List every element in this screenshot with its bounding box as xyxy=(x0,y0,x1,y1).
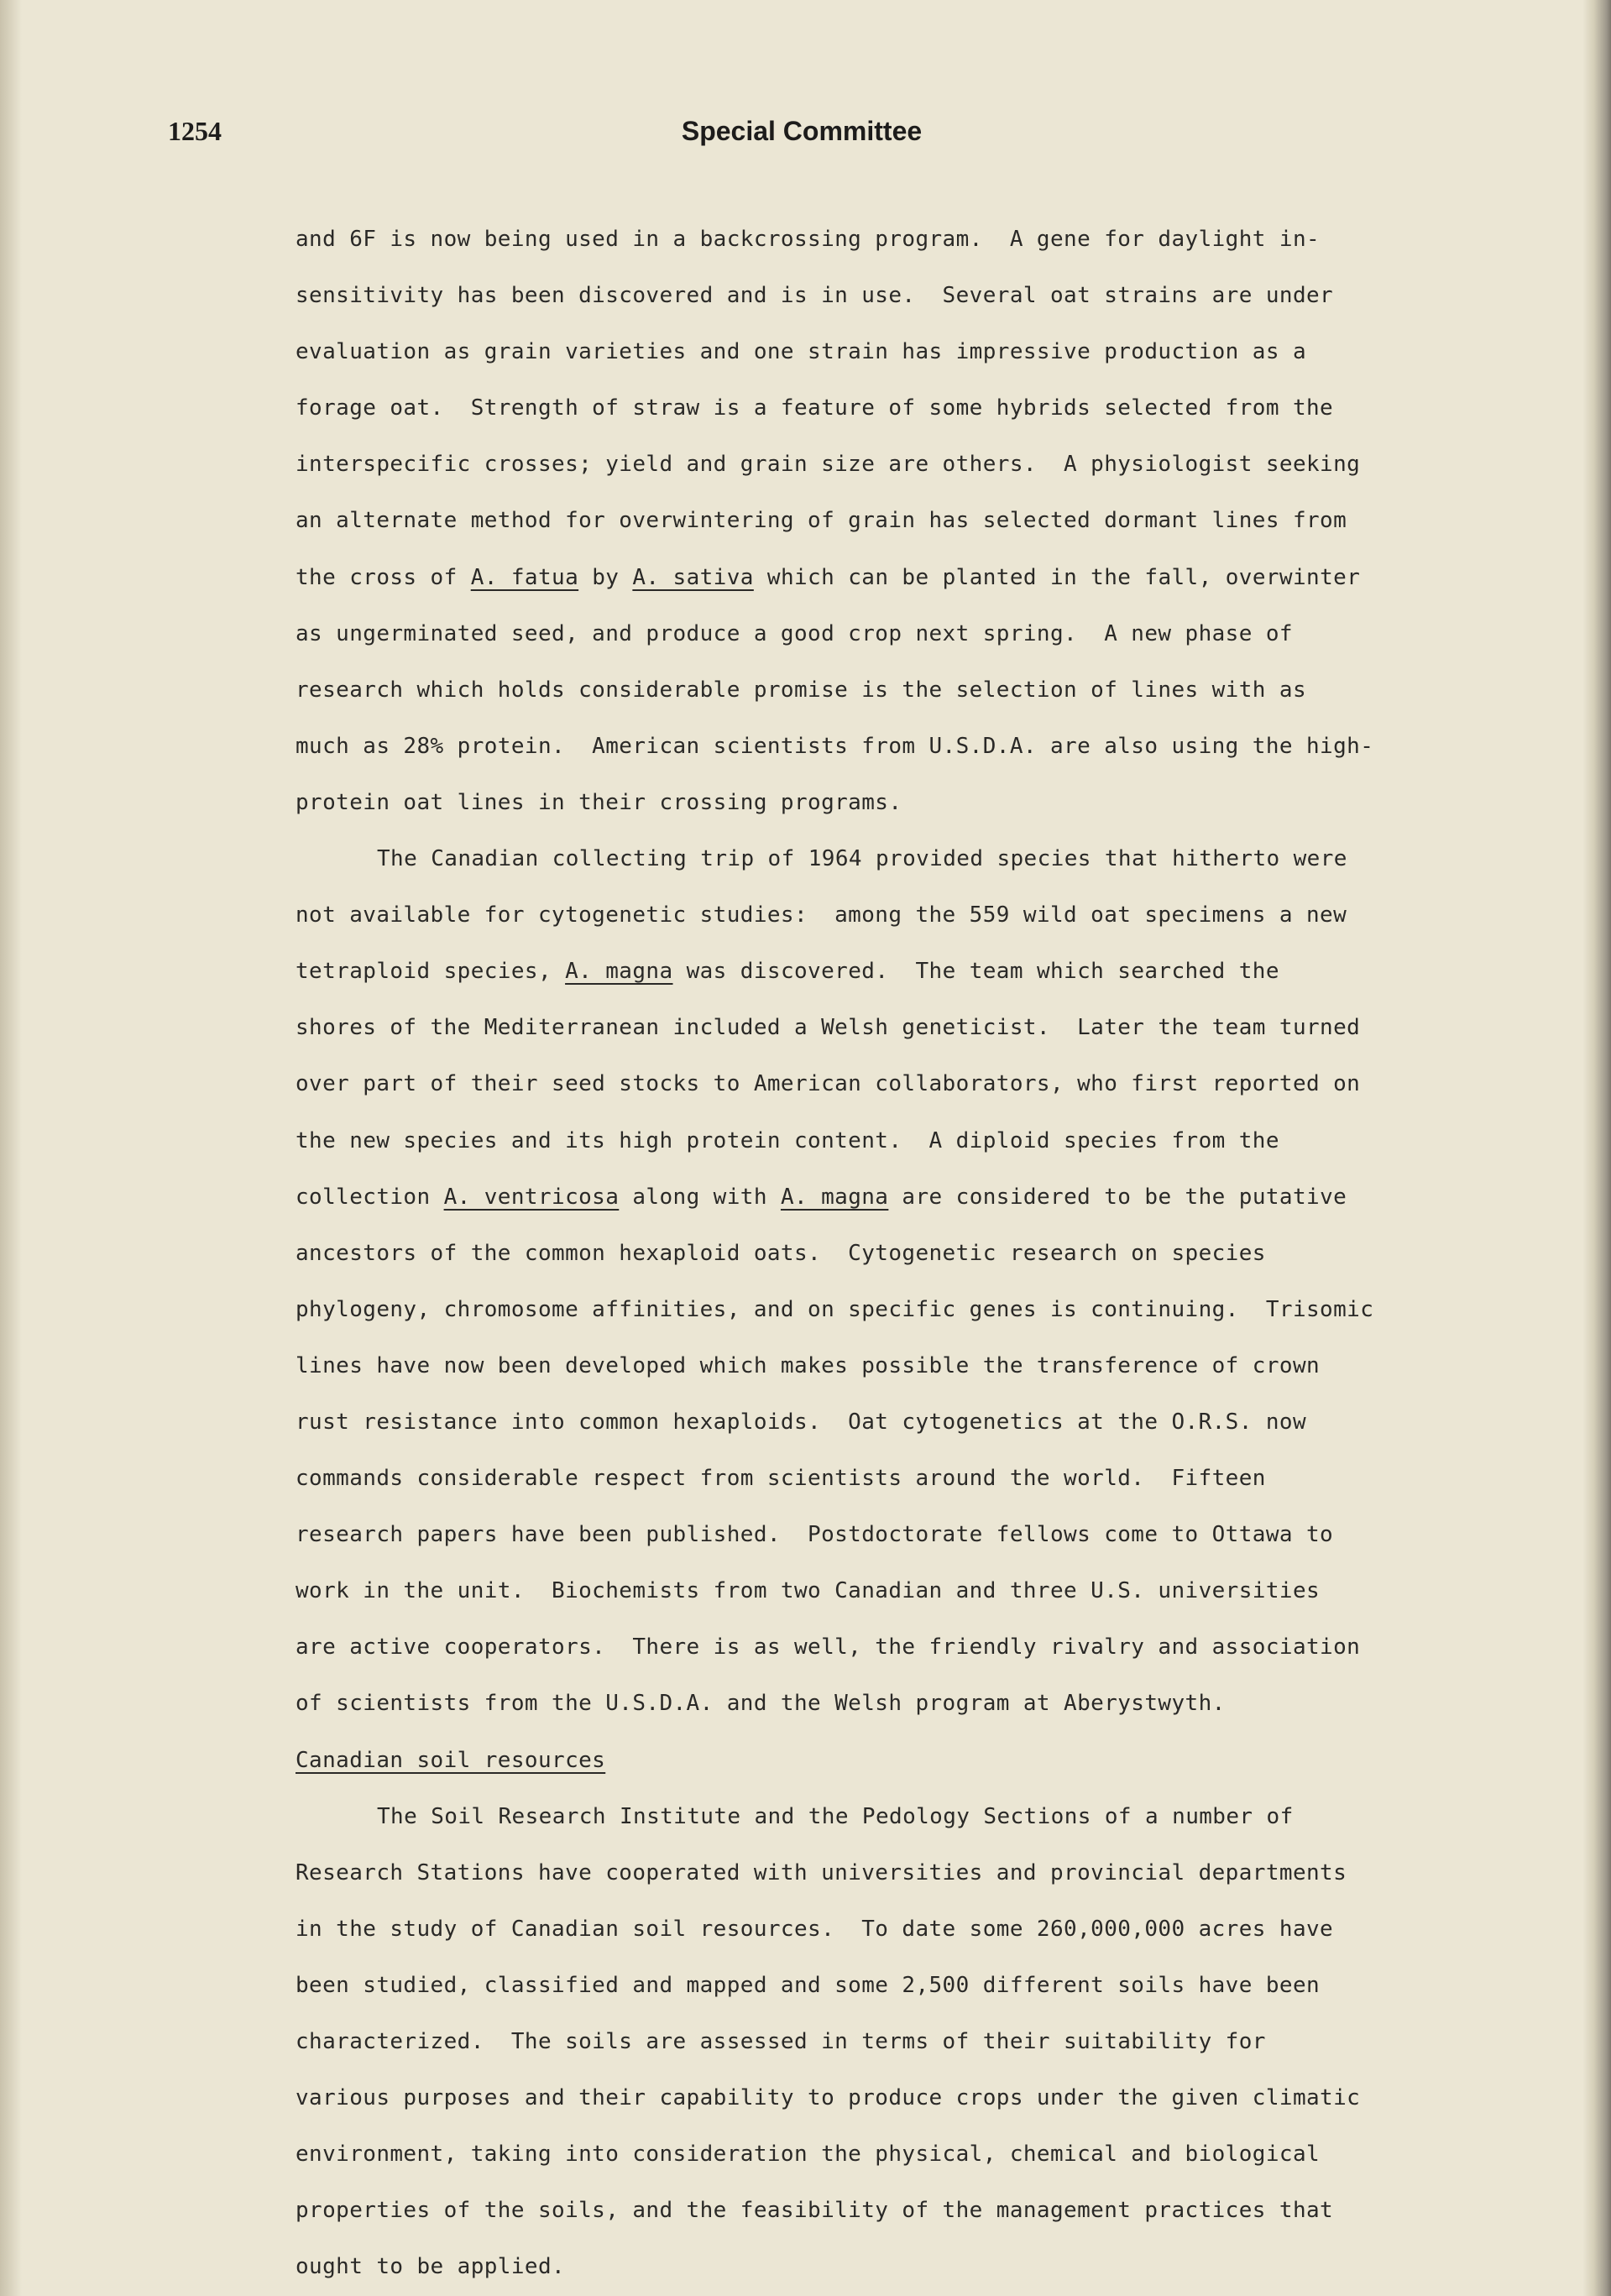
text-line: various purposes and their capability to produce crops under the given climatic xyxy=(296,2085,1361,2111)
text-line: phylogeny, chromosome affinities, and on specific genes is continuing. Trisomic xyxy=(296,1296,1374,1322)
text-line: interspecific crosses; yield and grain size are others. A physiologist seeking xyxy=(296,452,1361,478)
text-line: rust resistance into common hexaploids. Oat cytogenetics at the O.R.S. now xyxy=(296,1409,1306,1435)
species-name: A. sativa xyxy=(632,564,754,590)
text-run: are considered to be the putative xyxy=(888,1184,1347,1210)
text-line: work in the unit. Biochemists from two Canadian and three U.S. universities xyxy=(296,1578,1321,1604)
text-line: Research Stations have cooperated with universities and provincial departments xyxy=(296,1859,1347,1885)
species-name: A. fatua xyxy=(470,564,579,590)
page-edge-left xyxy=(0,0,22,2296)
text-run: which can be planted in the fall, overwinter xyxy=(753,564,1361,590)
text-line: and 6F is now being used in a backcrossing program. A gene for daylight in- xyxy=(296,227,1321,252)
page-edge-right xyxy=(1582,0,1611,2296)
body-text xyxy=(296,212,1471,2295)
text-line: as ungerminated seed, and produce a good crop next spring. A new phase of xyxy=(296,620,1293,646)
text-line: environment, taking into consideration the physical, chemical and biological xyxy=(296,2142,1321,2168)
text-line: The Soil Research Institute and the Pedology Sections of a number of xyxy=(377,1803,1294,1829)
text-line: research papers have been published. Postdoctorate fellows come to Ottawa to xyxy=(296,1522,1334,1548)
text-line xyxy=(296,1169,1471,1226)
text-line: The Canadian collecting trip of 1964 provided species that hitherto were xyxy=(377,846,1347,872)
text-line xyxy=(296,944,1471,1000)
section-heading xyxy=(296,1733,1471,1789)
species-name: A. magna xyxy=(780,1184,889,1210)
text-line: are active cooperators. There is as well, the friendly rivalry and association xyxy=(296,1634,1361,1661)
text-line: over part of their seed stocks to American collaborators, who first reported on xyxy=(296,1071,1361,1097)
text-run: along with xyxy=(619,1184,781,1210)
species-name: A. ventricosa xyxy=(443,1184,620,1210)
text-line: not available for cytogenetic studies: among the 559 wild oat specimens a new xyxy=(296,902,1347,928)
text-line: protein oat lines in their crossing programs. xyxy=(296,789,902,815)
species-name: A. magna xyxy=(565,959,673,985)
text-run: was discovered. The team which searched the xyxy=(672,959,1279,985)
text-line: ought to be applied. xyxy=(296,2254,566,2280)
text-line: commands considerable respect from scientists around the world. Fifteen xyxy=(296,1466,1266,1492)
text-line xyxy=(296,550,1471,606)
text-line: sensitivity has been discovered and is in use. Several oat strains are under xyxy=(296,283,1334,309)
section-heading-text: Canadian soil resources xyxy=(296,1747,606,1773)
text-run: the cross of xyxy=(296,564,471,590)
text-run: collection xyxy=(296,1184,444,1210)
text-line: ancestors of the common hexaploid oats. Cytogenetic research on species xyxy=(296,1240,1266,1266)
page-number: 1254 xyxy=(168,116,222,146)
text-line: properties of the soils, and the feasibility of the management practices that xyxy=(296,2198,1334,2224)
text-line: shores of the Mediterranean included a Welsh geneticist. Later the team turned xyxy=(296,1015,1361,1041)
text-line: evaluation as grain varieties and one strain has impressive production as a xyxy=(296,339,1306,365)
text-run: tetraploid species, xyxy=(296,959,566,985)
text-line: of scientists from the U.S.D.A. and the Welsh program at Aberystwyth. xyxy=(296,1691,1226,1717)
text-line: research which holds considerable promise is the selection of lines with as xyxy=(296,677,1306,703)
text-line: the new species and its high protein content. A diploid species from the xyxy=(296,1127,1279,1153)
text-line: been studied, classified and mapped and some 2,500 different soils have been xyxy=(296,1972,1321,1998)
text-line: much as 28% protein. American scientists from U.S.D.A. are also using the high- xyxy=(296,733,1374,759)
text-line: in the study of Canadian soil resources. To date some 260,000,000 acres have xyxy=(296,1916,1334,1942)
text-run: by xyxy=(578,564,633,590)
running-head: Special Committee xyxy=(681,116,923,146)
text-line: lines have now been developed which makes possible the transference of crown xyxy=(296,1352,1321,1378)
text-line: characterized. The soils are assessed in terms of their suitability for xyxy=(296,2029,1266,2054)
page-header xyxy=(168,116,1360,166)
text-line: an alternate method for overwintering of grain has selected dormant lines from xyxy=(296,508,1347,534)
text-line: forage oat. Strength of straw is a feature of some hybrids selected from the xyxy=(296,395,1334,421)
